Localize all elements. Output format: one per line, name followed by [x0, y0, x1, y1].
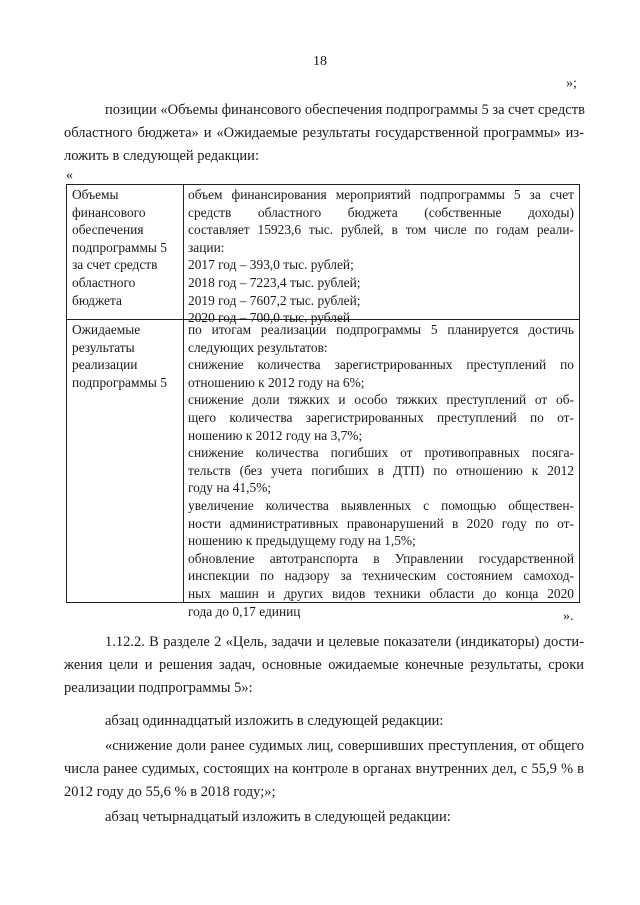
cell-line: 2017 год – 393,0 тыс. рублей; [188, 257, 354, 273]
cell-line: финансового [72, 204, 146, 220]
cell-line: снижение количества зарегистрированных преступлений по [188, 357, 574, 373]
cell-line: увеличение количества выявленных с помощью обществен- [188, 497, 574, 513]
cell-line: отношению к 2012 году на 6%; [188, 374, 365, 390]
cell-line: обновление автотранспорта в Управлении государственной [188, 550, 574, 566]
cell-line: обеспечения [72, 222, 144, 238]
cell-line: ности административных правонарушений в 2020 году по от- [188, 515, 574, 531]
cell-line: снижение количества погибших от противоправных посяга- [188, 445, 574, 461]
quoted-replacement-text [64, 735, 584, 804]
cell-line: ношению к предыдущему году на 1,5%; [188, 533, 416, 549]
results-text-cell [188, 321, 574, 620]
cell-line: подпрограммы 5 [72, 239, 167, 255]
cell-line: щего количества зарегистрированных преступлений по от- [188, 409, 574, 425]
cell-line: подпрограммы 5 [72, 374, 167, 390]
paragraph-line: 2012 году до 55,6 % в 2018 году;»; [64, 784, 276, 800]
page-number: 18 [313, 54, 327, 69]
funding-text-cell [188, 186, 574, 327]
open-quote-mark: « [66, 168, 73, 183]
cell-line: ношению к 2012 году на 3,7%; [188, 427, 363, 443]
paragraph-fourteenth-instruction: абзац четырнадцатый изложить в следующей редакции: [105, 809, 451, 825]
cell-line: зации: [188, 239, 225, 255]
cell-line: объем финансирования мероприятий подпрограммы 5 за счет [188, 187, 574, 202]
cell-line: средств областного бюджета (собственные доходы) [188, 204, 574, 220]
cell-line: снижение доли тяжких и особо тяжких преступлений от об- [188, 392, 574, 408]
funding-label-cell [72, 186, 180, 309]
intro-paragraph [64, 99, 584, 168]
paragraph-eleventh-instruction: абзац одиннадцатый изложить в следующей редакции: [105, 713, 444, 729]
cell-line: году на 41,5%; [188, 480, 272, 496]
cell-line: составляет 15923,6 тыс. рублей, в том числе по годам реали- [188, 222, 574, 238]
cell-line: бюджета [72, 292, 122, 308]
intro-line: областного бюджета» и «Ожидаемые результаты государственной программы» из- [64, 125, 584, 141]
cell-line: за счет средств [72, 257, 158, 273]
cell-line: реализации [72, 357, 138, 373]
cell-line: 2019 год – 7607,2 тыс. рублей; [188, 292, 361, 308]
paragraph-line: числа ранее судимых, состоящих на контроле в органах внутренних дел, с 55,9 % в [64, 761, 584, 777]
table-column-divider [183, 185, 184, 602]
program-table [66, 184, 580, 619]
cell-line: ных машин и других видов техники области до конца 2020 [188, 585, 574, 601]
closing-quote-mark: »; [566, 76, 577, 91]
paragraph-line: 1.12.2. В разделе 2 «Цель, задачи и целевые показатели (индикаторы) дости- [105, 634, 584, 650]
cell-line: инспекции по надзору за техническим состоянием самоход- [188, 568, 574, 584]
cell-line: года до 0,17 единиц [188, 603, 301, 619]
intro-line: ложить в следующей редакции: [64, 148, 259, 164]
results-label-cell [72, 321, 180, 391]
cell-line: тельств (без учета погибших в ДТП) по отношению к 2012 [188, 462, 574, 478]
cell-line: областного [72, 274, 136, 290]
cell-line: по итогам реализации подпрограммы 5 планируется достичь [188, 322, 574, 337]
cell-line: результаты [72, 339, 135, 355]
paragraph-line: жения цели и решения задач, основные ожидаемые конечные результаты, сроки [64, 657, 584, 673]
cell-line: следующих результатов: [188, 339, 328, 355]
table-closing-quote-mark: ». [563, 609, 574, 624]
intro-line: позиции «Объемы финансового обеспечения подпрограммы 5 за счет средств [105, 102, 585, 118]
paragraph-line: реализации подпрограммы 5»: [64, 680, 253, 696]
cell-line: 2018 год – 7223,4 тыс. рублей; [188, 274, 361, 290]
paragraph-1-12-2 [64, 631, 584, 700]
paragraph-line: «снижение доли ранее судимых лиц, совершивших преступления, от общего [105, 738, 584, 754]
cell-line: Объемы [72, 187, 119, 202]
cell-line: 2020 год – 700,0 тыс. рублей [188, 310, 351, 326]
cell-line: Ожидаемые [72, 322, 141, 337]
